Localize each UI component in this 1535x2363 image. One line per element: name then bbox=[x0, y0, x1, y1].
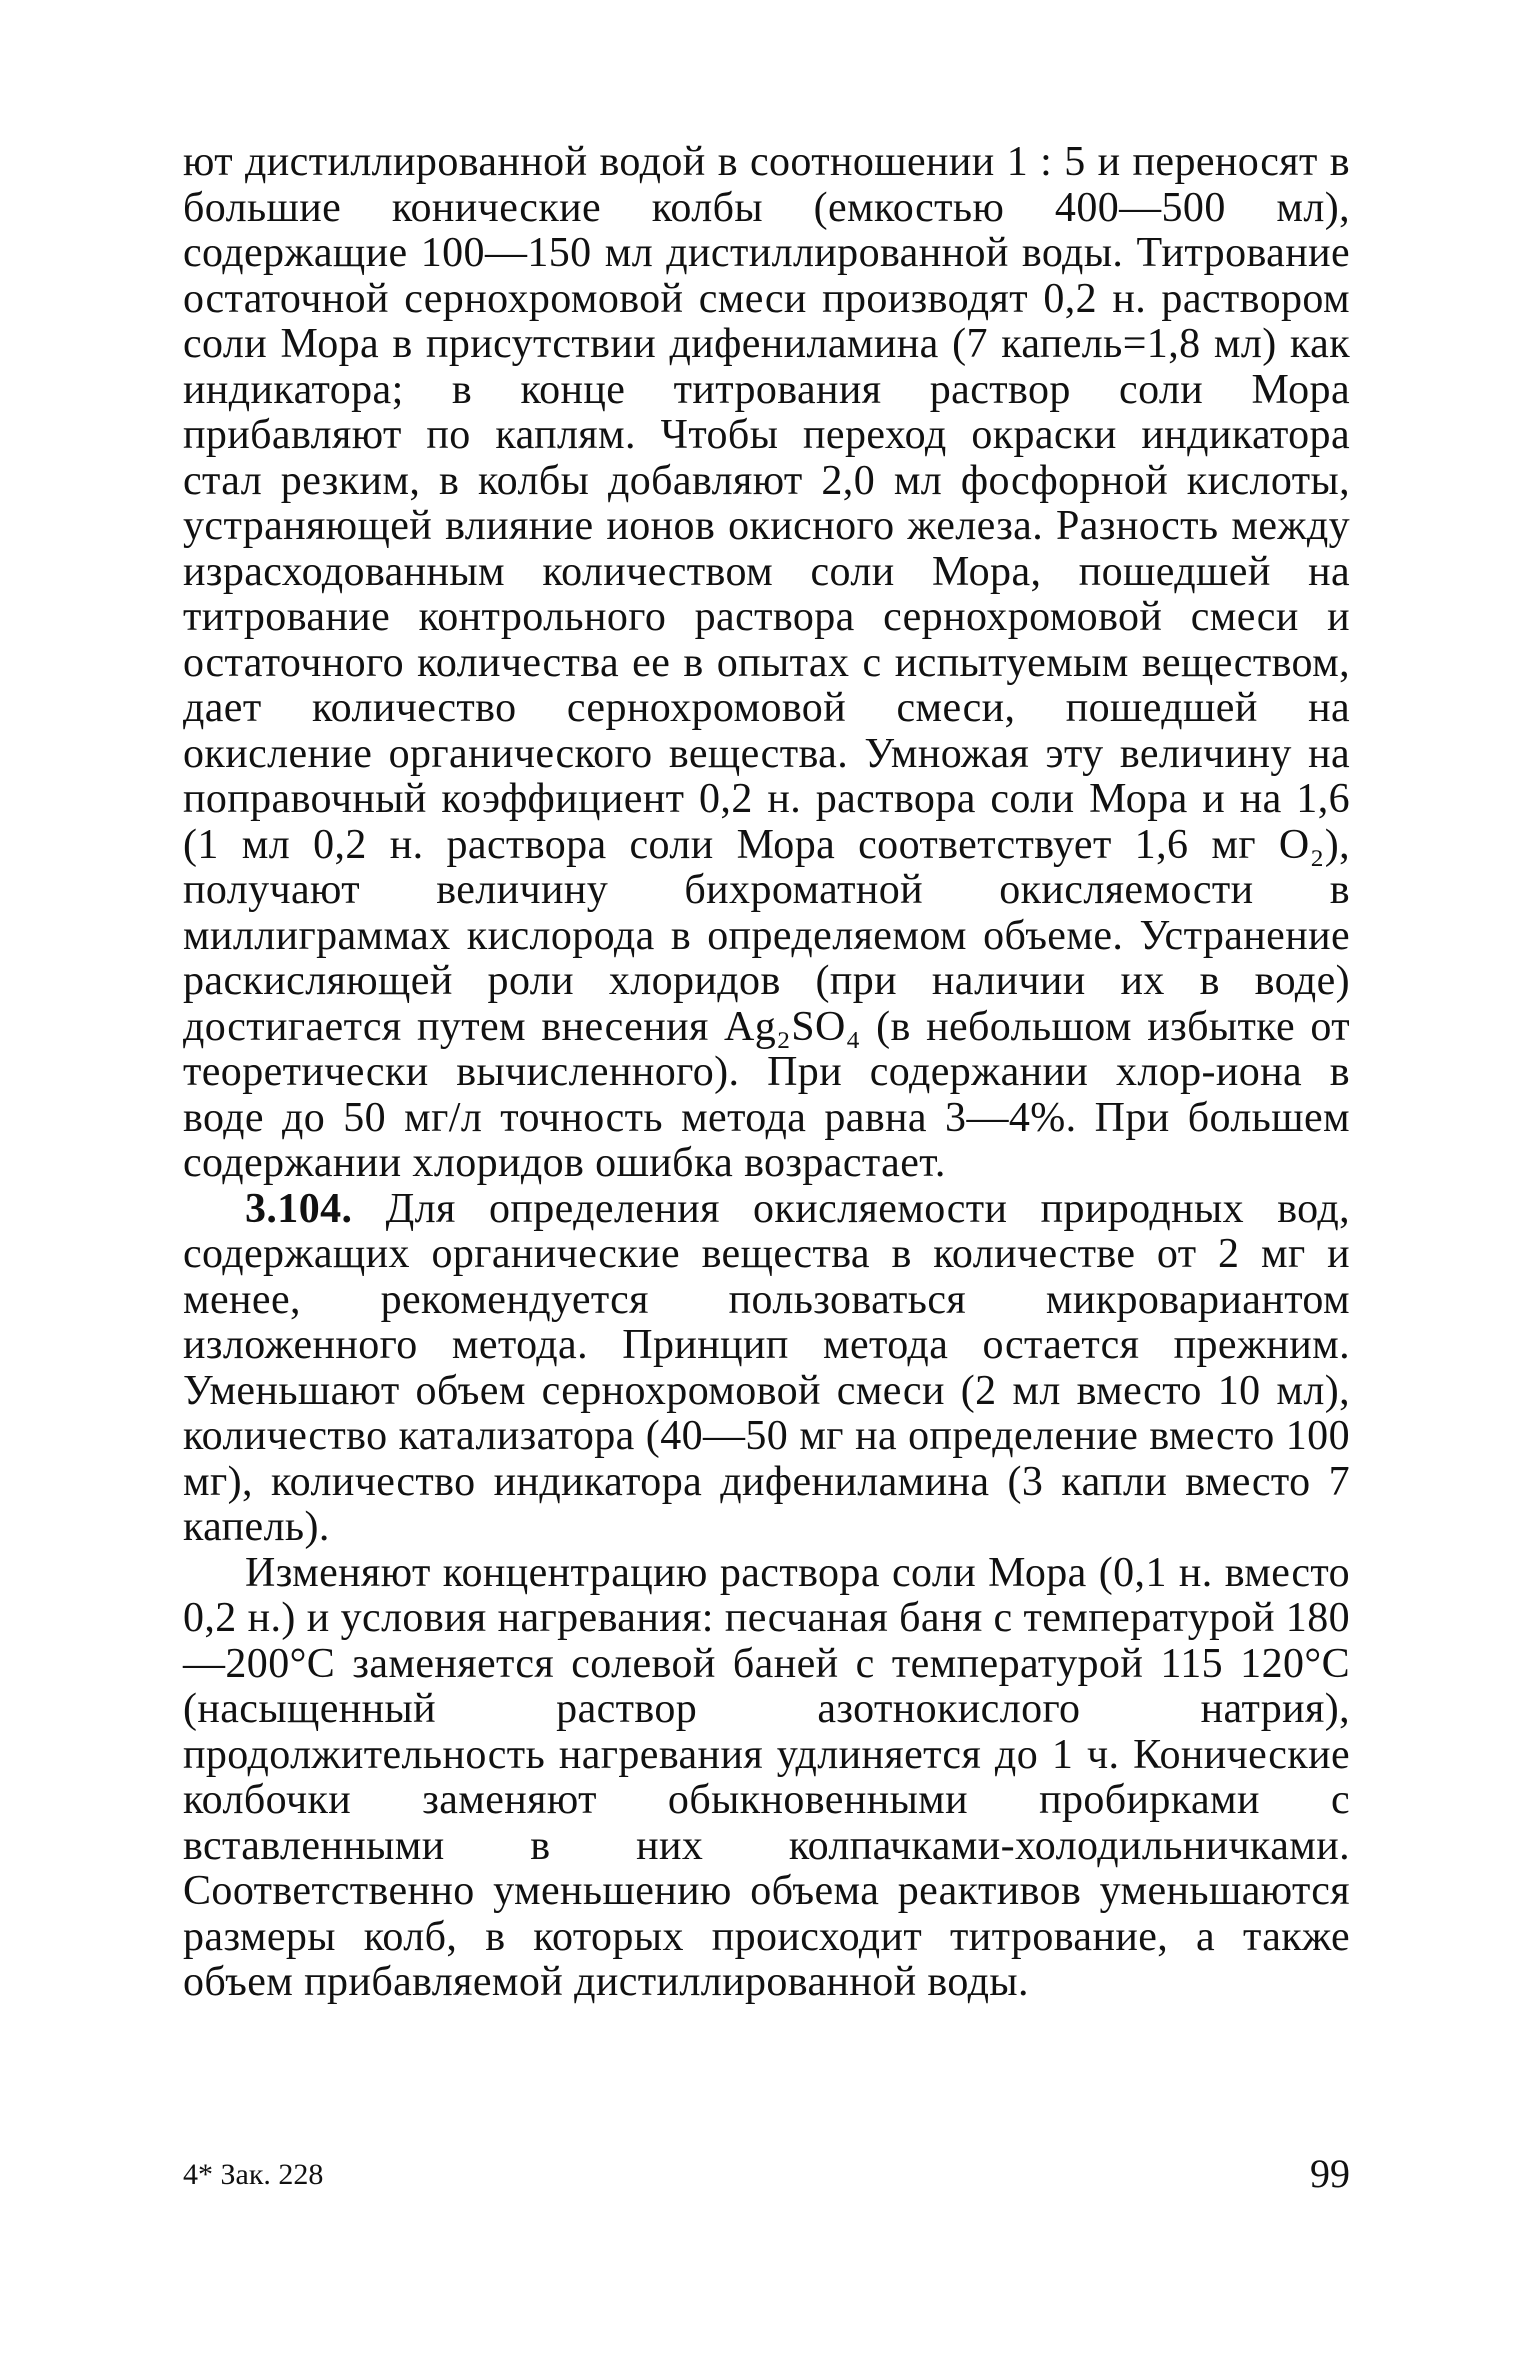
section-text: Для определения окисляемости природных вод, содержащих органические вещества в количестве от 2 мг и менее, рекомендуется пользоваться микровариантом изложенного метода. Принцип метода остается прежним. Уменьшают объем сернохромовой смеси (2 мл вместо 10 мл), количество катализатора (40—50 мг на определение вместо 100 мг), количество индикатора дифениламина (3 капли вместо 7 капель). bbox=[183, 1185, 1350, 1550]
page-footer bbox=[183, 2150, 1350, 2200]
printer-signature: 4* Зак. 228 bbox=[183, 2158, 324, 2191]
paragraph-section-3-104 bbox=[183, 1187, 1350, 1551]
page-body bbox=[183, 140, 1350, 2006]
paragraph-modifications: Изменяют концентрацию раствора соли Мора (0,1 н. вместо 0,2 н.) и условия нагревания: песчаная баня с температурой 180—200°С заменяется солевой баней с температурой 115 120°С (насыщенный раствор азотнокислого натрия), продолжительность нагревания удлиняется до 1 ч. Конические колбочки заменяют обыкновенными пробирками с вставленными в них колпачками-холодильничками. Соответственно уменьшению объема реактивов уменьшаются размеры колб, в которых происходит титрование, а также объем прибавляемой дистиллированной воды. bbox=[183, 1549, 1350, 2005]
section-number: 3.104. bbox=[245, 1185, 353, 1232]
page-number: 99 bbox=[1310, 2151, 1350, 2196]
paragraph-continuation: ют дистиллированной водой в соотношении 1 : 5 и переносят в большие конические колбы (емкостью 400—500 мл), содержащие 100—150 мл дистиллированной воды. Титрование остаточной сернохромовой смеси производят 0,2 н. раствором соли Мора в присутствии дифениламина (7 капель=1,8 мл) как индикатора; в конце титрования раствор соли Мора прибавляют по каплям. Чтобы переход окраски индикатора стал резким, в колбы добавляют 2,0 мл фосфорной кислоты, устраняющей влияние ионов окисного железа. Разность между израсходованным количеством соли Мора, пошедшей на титрование контрольного раствора сернохромовой смеси и остаточного количества ее в опытах с испытуемым веществом, дает количество сернохромовой смеси, пошедшей на окисление органического вещества. Умножая эту величину на поправочный коэффициент 0,2 н. раствора соли Мора и на 1,6 (1 мл 0,2 н. раствора соли Мора соответствует 1,6 мг O₂), получают величину бихроматной окисляемости в миллиграммах кислорода в определяемом объеме. Устранение раскисляющей роли хлоридов (при наличии их в воде) достигается путем внесения Ag₂SO₄ (в небольшом избытке от теоретически вычисленного). При содержании хлор-иона в воде до 50 мг/л точность метода равна 3—4%. При большем содержании хлоридов ошибка возрастает. bbox=[183, 139, 1350, 1186]
